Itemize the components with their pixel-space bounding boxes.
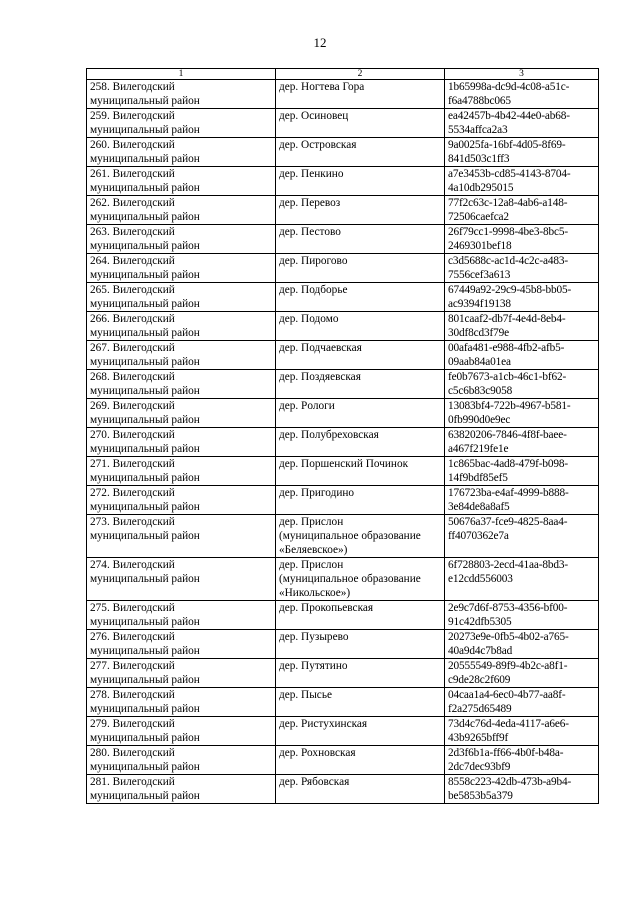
cell-text-line: (муниципальное образование (279, 530, 421, 542)
cell-text-line: «Никольское») (279, 587, 351, 599)
cell-text-line: муниципальный район (90, 414, 200, 426)
cell-text-line: 13083bf4-722b-4967-b581- (448, 400, 571, 412)
district-cell (87, 457, 276, 486)
cell-text-line: дер. Прислон (279, 559, 344, 571)
cell-text-line: 2e9c7d6f-8753-4356-bf00- (448, 602, 568, 614)
guid-cell (445, 109, 599, 138)
cell-text-line: f6a4788bc065 (448, 95, 511, 107)
settlement-cell (276, 486, 445, 515)
table-row (87, 515, 599, 558)
cell-text-line: дер. Путятино (279, 660, 348, 672)
guid-cell (445, 486, 599, 515)
settlement-cell (276, 630, 445, 659)
district-cell (87, 515, 276, 558)
cell-text-line: 841d503c1ff3 (448, 153, 510, 165)
cell-text-line: муниципальный район (90, 645, 200, 657)
table-row (87, 341, 599, 370)
guid-cell (445, 601, 599, 630)
table-row (87, 659, 599, 688)
cell-text-line: дер. Пысье (279, 689, 332, 701)
cell-text-line: дер. Подомо (279, 313, 339, 325)
cell-text-line: дер. Ристухинская (279, 718, 368, 730)
cell-text-line: 274. Вилегодский (90, 559, 175, 571)
cell-text-line: 67449a92-29c9-45b8-bb05- (448, 284, 572, 296)
cell-text-line: ac9394f19138 (448, 298, 511, 310)
cell-text-line: 265. Вилегодский (90, 284, 175, 296)
cell-text-line: муниципальный район (90, 761, 200, 773)
cell-text-line: 268. Вилегодский (90, 371, 175, 383)
table-body (87, 80, 599, 804)
cell-text-line: 281. Вилегодский (90, 776, 175, 788)
guid-cell (445, 283, 599, 312)
cell-text-line: муниципальный район (90, 732, 200, 744)
table-row (87, 688, 599, 717)
cell-text-line: 0fb990d0e9ec (448, 414, 511, 426)
table-row (87, 109, 599, 138)
cell-text-line: c9de28c2f609 (448, 674, 511, 686)
cell-text-line: дер. Пирогово (279, 255, 348, 267)
guid-cell (445, 717, 599, 746)
guid-cell (445, 746, 599, 775)
guid-cell (445, 370, 599, 399)
cell-text-line: 40a9d4c7b8ad (448, 645, 513, 657)
district-cell (87, 746, 276, 775)
district-cell (87, 283, 276, 312)
cell-text-line: a467f219fe1e (448, 443, 509, 455)
district-cell (87, 775, 276, 804)
cell-text-line: 267. Вилегодский (90, 342, 175, 354)
table-row (87, 283, 599, 312)
settlement-cell (276, 558, 445, 601)
cell-text-line: муниципальный район (90, 674, 200, 686)
settlement-cell (276, 601, 445, 630)
district-cell (87, 688, 276, 717)
cell-text-line: 00afa481-e988-4fb2-afb5- (448, 342, 565, 354)
cell-text-line: муниципальный район (90, 385, 200, 397)
table-row (87, 167, 599, 196)
cell-text-line: муниципальный район (90, 182, 200, 194)
cell-text-line: 14f9bdf85ef5 (448, 472, 508, 484)
district-cell (87, 312, 276, 341)
district-cell (87, 399, 276, 428)
table-row (87, 254, 599, 283)
guid-cell (445, 225, 599, 254)
cell-text-line: be5853b5a379 (448, 790, 513, 802)
cell-text-line: дер. Ногтева Гора (279, 81, 365, 93)
cell-text-line: 260. Вилегодский (90, 139, 175, 151)
table-row (87, 630, 599, 659)
district-cell (87, 428, 276, 457)
settlement-cell (276, 283, 445, 312)
guid-cell (445, 558, 599, 601)
guid-cell (445, 196, 599, 225)
table-row (87, 428, 599, 457)
cell-text-line: дер. Перевоз (279, 197, 341, 209)
cell-text-line: муниципальный район (90, 153, 200, 165)
guid-cell (445, 341, 599, 370)
cell-text-line: муниципальный район (90, 703, 200, 715)
column-header-2: 2 (276, 69, 445, 80)
cell-text-line: дер. Пестово (279, 226, 341, 238)
guid-cell (445, 312, 599, 341)
cell-text-line: 3e84de8a8af5 (448, 501, 510, 513)
cell-text-line: дер. Подборье (279, 284, 348, 296)
cell-text-line: 43b9265bff9f (448, 732, 509, 744)
cell-text-line: e12cdd556003 (448, 573, 513, 585)
table-header (87, 69, 599, 80)
cell-text-line: муниципальный район (90, 211, 200, 223)
cell-text-line: 271. Вилегодский (90, 458, 175, 470)
cell-text-line: 261. Вилегодский (90, 168, 175, 180)
cell-text-line: дер. Осиновец (279, 110, 349, 122)
cell-text-line: 278. Вилегодский (90, 689, 175, 701)
cell-text-line: дер. Pологи (279, 400, 335, 412)
cell-text-line: 258. Вилегодский (90, 81, 175, 93)
district-cell (87, 486, 276, 515)
cell-text-line: 266. Вилегодский (90, 313, 175, 325)
settlement-cell (276, 196, 445, 225)
cell-text-line: дер. Прокопьевская (279, 602, 374, 614)
cell-text-line: 7556cef3a613 (448, 269, 511, 281)
cell-text-line: дер. Прислон (279, 516, 344, 528)
table-row (87, 225, 599, 254)
guid-cell (445, 775, 599, 804)
column-header-3: 3 (445, 69, 599, 80)
table-row (87, 399, 599, 428)
settlement-cell (276, 515, 445, 558)
settlement-cell (276, 80, 445, 109)
cell-text-line: 20555549-89f9-4b2c-a8f1- (448, 660, 568, 672)
guid-cell (445, 688, 599, 717)
cell-text-line: 262. Вилегодский (90, 197, 175, 209)
column-header-1: 1 (87, 69, 276, 80)
cell-text-line: 276. Вилегодский (90, 631, 175, 643)
guid-cell (445, 428, 599, 457)
cell-text-line: 77f2c63c-12a8-4ab6-a148- (448, 197, 568, 209)
cell-text-line: 26f79cc1-9998-4be3-8bc5- (448, 226, 568, 238)
table-row (87, 601, 599, 630)
cell-text-line: ff4070362e7a (448, 530, 509, 542)
table-row (87, 80, 599, 109)
cell-text-line: 63820206-7846-4f8f-baee- (448, 429, 567, 441)
table-row (87, 312, 599, 341)
cell-text-line: 20273e9e-0fb5-4b02-a765- (448, 631, 569, 643)
cell-text-line: a7e3453b-cd85-4143-8704- (448, 168, 571, 180)
cell-text-line: муниципальный район (90, 530, 200, 542)
cell-text-line: дер. Полубреховская (279, 429, 379, 441)
cell-text-line: муниципальный район (90, 443, 200, 455)
table-row (87, 558, 599, 601)
cell-text-line: 72506caefca2 (448, 211, 509, 223)
district-cell (87, 630, 276, 659)
guid-cell (445, 138, 599, 167)
table-row (87, 370, 599, 399)
cell-text-line: 50676a37-fce9-4825-8aa4- (448, 516, 568, 528)
cell-text-line: дер. Рохновская (279, 747, 356, 759)
cell-text-line: дер. Пригодино (279, 487, 355, 499)
table-row (87, 775, 599, 804)
cell-text-line: муниципальный район (90, 95, 200, 107)
settlement-cell (276, 775, 445, 804)
cell-text-line: муниципальный район (90, 616, 200, 628)
cell-text-line: дер. Пенкино (279, 168, 344, 180)
district-cell (87, 109, 276, 138)
cell-text-line: 263. Вилегодский (90, 226, 175, 238)
cell-text-line: муниципальный район (90, 790, 200, 802)
cell-text-line: дер. Подчаевская (279, 342, 362, 354)
cell-text-line: 275. Вилегодский (90, 602, 175, 614)
cell-text-line: 2d3f6b1a-ff66-4b0f-b48a- (448, 747, 564, 759)
settlement-cell (276, 370, 445, 399)
settlements-table (86, 68, 599, 804)
cell-text-line: fe0b7673-a1cb-46c1-bf62- (448, 371, 567, 383)
district-cell (87, 196, 276, 225)
cell-text-line: 280. Вилегодский (90, 747, 175, 759)
cell-text-line: муниципальный район (90, 501, 200, 513)
cell-text-line: 4a10db295015 (448, 182, 514, 194)
district-cell (87, 370, 276, 399)
district-cell (87, 659, 276, 688)
settlement-cell (276, 225, 445, 254)
cell-text-line: f2a275d65489 (448, 703, 512, 715)
cell-text-line: «Беляевское») (279, 544, 348, 556)
cell-text-line: муниципальный район (90, 298, 200, 310)
settlement-cell (276, 167, 445, 196)
cell-text-line: муниципальный район (90, 472, 200, 484)
table-row (87, 138, 599, 167)
cell-text-line: 1b65998a-dc9d-4c08-a51c- (448, 81, 570, 93)
cell-text-line: 04caa1a4-6ec0-4b77-aa8f- (448, 689, 566, 701)
guid-cell (445, 659, 599, 688)
settlement-cell (276, 428, 445, 457)
cell-text-line: 2469301bef18 (448, 240, 512, 252)
cell-text-line: дер. Поршенский Починок (279, 458, 409, 470)
cell-text-line: 9a0025fa-16bf-4d05-8f69- (448, 139, 566, 151)
table-row (87, 486, 599, 515)
table-row (87, 746, 599, 775)
cell-text-line: 09aab84a01ea (448, 356, 511, 368)
cell-text-line: 176723ba-e4af-4999-b888- (448, 487, 569, 499)
cell-text-line: дер. Поздяевская (279, 371, 361, 383)
cell-text-line: муниципальный район (90, 356, 200, 368)
cell-text-line: 5534affca2a3 (448, 124, 508, 136)
cell-text-line: 2dc7dec93bf9 (448, 761, 511, 773)
cell-text-line: 270. Вилегодский (90, 429, 175, 441)
table-row (87, 717, 599, 746)
settlement-cell (276, 312, 445, 341)
cell-text-line: 91c42dfb5305 (448, 616, 512, 628)
settlement-cell (276, 688, 445, 717)
cell-text-line: муниципальный район (90, 124, 200, 136)
settlement-cell (276, 341, 445, 370)
district-cell (87, 225, 276, 254)
cell-text-line: муниципальный район (90, 269, 200, 281)
table-row (87, 196, 599, 225)
settlement-cell (276, 457, 445, 486)
cell-text-line: муниципальный район (90, 573, 200, 585)
guid-cell (445, 457, 599, 486)
cell-text-line: 801caaf2-db7f-4e4d-8eb4- (448, 313, 566, 325)
cell-text-line: 1c865bac-4ad8-479f-b098- (448, 458, 568, 470)
cell-text-line: 73d4c76d-4eda-4117-a6e6- (448, 718, 569, 730)
guid-cell (445, 80, 599, 109)
cell-text-line: 6f728803-2ecd-41aa-8bd3- (448, 559, 568, 571)
settlement-cell (276, 254, 445, 283)
guid-cell (445, 167, 599, 196)
cell-text-line: (муниципальное образование (279, 573, 421, 585)
cell-text-line: муниципальный район (90, 240, 200, 252)
district-cell (87, 341, 276, 370)
guid-cell (445, 254, 599, 283)
settlement-cell (276, 659, 445, 688)
cell-text-line: 8558c223-42db-473b-a9b4- (448, 776, 572, 788)
guid-cell (445, 630, 599, 659)
page-number: 12 (313, 35, 327, 50)
settlement-cell (276, 399, 445, 428)
guid-cell (445, 399, 599, 428)
table-header-row (87, 69, 599, 80)
cell-text-line: 30df8cd3f79e (448, 327, 509, 339)
district-cell (87, 138, 276, 167)
cell-text-line: дер. Островская (279, 139, 357, 151)
cell-text-line: 279. Вилегодский (90, 718, 175, 730)
settlement-cell (276, 746, 445, 775)
cell-text-line: 272. Вилегодский (90, 487, 175, 499)
district-cell (87, 558, 276, 601)
cell-text-line: 264. Вилегодский (90, 255, 175, 267)
table-row (87, 457, 599, 486)
cell-text-line: муниципальный район (90, 327, 200, 339)
cell-text-line: 269. Вилегодский (90, 400, 175, 412)
cell-text-line: дер. Рябовская (279, 776, 350, 788)
cell-text-line: c3d5688c-ac1d-4c2c-a483- (448, 255, 568, 267)
cell-text-line: ea42457b-4b42-44e0-ab68- (448, 110, 570, 122)
guid-cell (445, 515, 599, 558)
cell-text-line: дер. Пузырево (279, 631, 349, 643)
cell-text-line: 259. Вилегодский (90, 110, 175, 122)
cell-text-line: c5c6b83c9058 (448, 385, 513, 397)
district-cell (87, 80, 276, 109)
cell-text-line: 273. Вилегодский (90, 516, 175, 528)
district-cell (87, 254, 276, 283)
district-cell (87, 167, 276, 196)
settlement-cell (276, 138, 445, 167)
settlement-cell (276, 717, 445, 746)
cell-text-line: 277. Вилегодский (90, 660, 175, 672)
district-cell (87, 717, 276, 746)
district-cell (87, 601, 276, 630)
settlement-cell (276, 109, 445, 138)
